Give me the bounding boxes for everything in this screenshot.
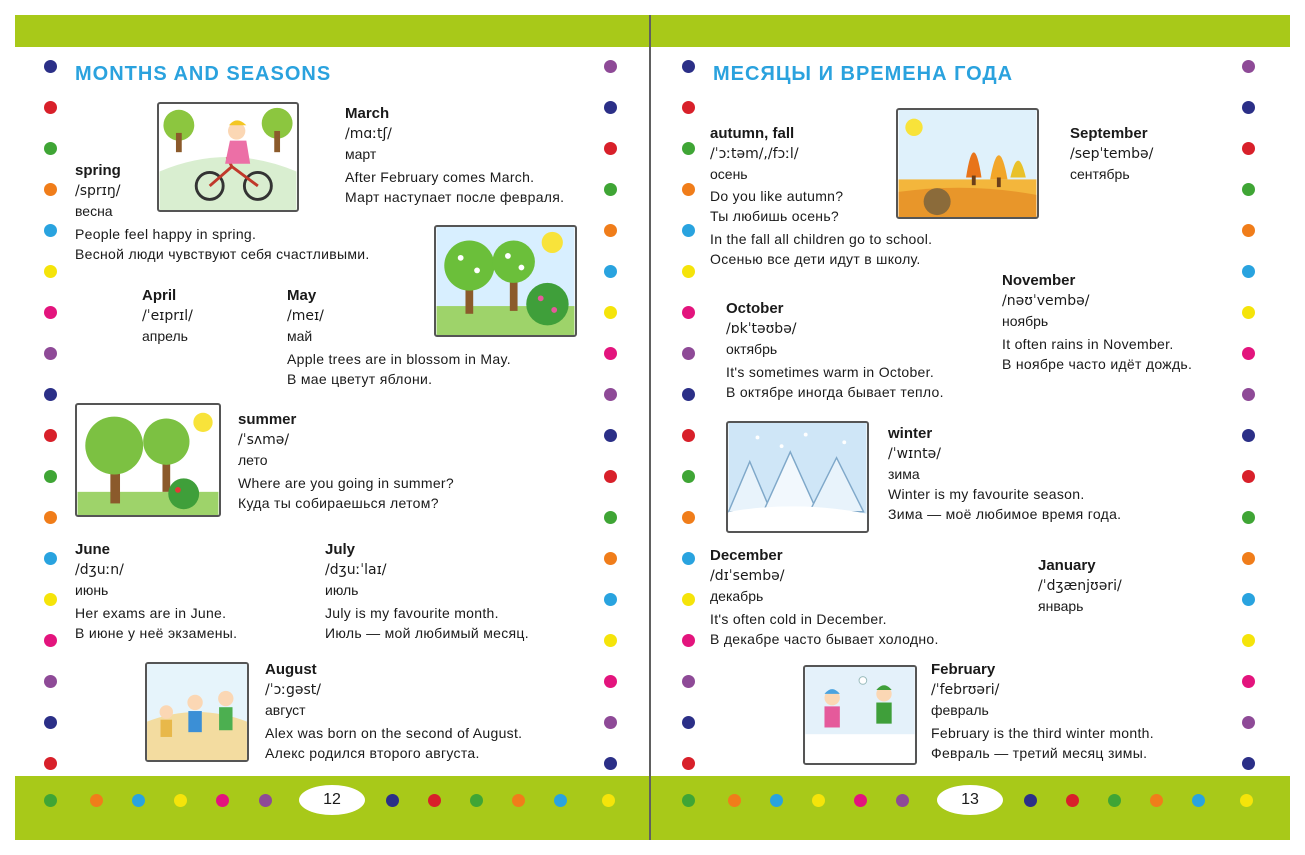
example-en: Do you like autumn? bbox=[710, 188, 844, 204]
example-en: Alex was born on the second of August. bbox=[265, 725, 523, 741]
summer-picture bbox=[75, 403, 221, 517]
decorative-dot bbox=[682, 265, 695, 278]
decorative-dot bbox=[44, 347, 57, 360]
transcription: /mɑːtʃ/ bbox=[345, 126, 392, 142]
translation: зима bbox=[888, 466, 920, 482]
word: May bbox=[287, 287, 317, 304]
decorative-dot bbox=[604, 265, 617, 278]
translation: март bbox=[345, 146, 377, 162]
decorative-dot bbox=[1192, 794, 1205, 807]
decorative-dot bbox=[1242, 224, 1255, 237]
example-ru: В мае цветут яблони. bbox=[287, 371, 433, 387]
translation: январь bbox=[1038, 598, 1084, 614]
example-en: After February comes March. bbox=[345, 169, 535, 185]
word: summer bbox=[238, 411, 297, 428]
word: July bbox=[325, 541, 356, 558]
word: August bbox=[265, 661, 317, 678]
example-ru: Алекс родился второго августа. bbox=[265, 745, 480, 761]
decorative-dot bbox=[44, 60, 57, 73]
entry-december bbox=[710, 546, 939, 649]
entry-november bbox=[1002, 271, 1192, 374]
decorative-dot bbox=[386, 794, 399, 807]
decorative-dot bbox=[216, 794, 229, 807]
decorative-dot bbox=[1242, 429, 1255, 442]
decorative-dot bbox=[1242, 470, 1255, 483]
decorative-dot bbox=[44, 429, 57, 442]
entry-february bbox=[931, 660, 1154, 763]
decorative-dot bbox=[1242, 265, 1255, 278]
word: September bbox=[1070, 125, 1148, 142]
decorative-dot bbox=[682, 142, 695, 155]
decorative-dot bbox=[682, 511, 695, 524]
example-ru: Зима — моё любимое время года. bbox=[888, 506, 1122, 522]
translation: осень bbox=[710, 166, 748, 182]
entry-winter bbox=[888, 424, 1121, 524]
entry-spring bbox=[75, 161, 370, 264]
translation: декабрь bbox=[710, 588, 764, 604]
top-band bbox=[15, 15, 650, 47]
decorative-dot bbox=[44, 511, 57, 524]
winter-picture bbox=[726, 421, 869, 533]
august-picture bbox=[145, 662, 249, 762]
decorative-dot bbox=[682, 60, 695, 73]
translation: февраль bbox=[931, 702, 989, 718]
decorative-dot bbox=[682, 634, 695, 647]
word: October bbox=[726, 300, 784, 317]
decorative-dot bbox=[604, 60, 617, 73]
decorative-dot bbox=[602, 794, 615, 807]
translation: весна bbox=[75, 203, 113, 219]
translation: сентябрь bbox=[1070, 166, 1130, 182]
decorative-dot bbox=[604, 429, 617, 442]
top-band bbox=[651, 15, 1290, 47]
example-en: Winter is my favourite season. bbox=[888, 486, 1085, 502]
decorative-dot bbox=[1242, 675, 1255, 688]
book-gutter bbox=[649, 15, 651, 840]
decorative-dot bbox=[44, 794, 57, 807]
decorative-dot bbox=[132, 794, 145, 807]
decorative-dot bbox=[1240, 794, 1253, 807]
entry-july bbox=[325, 540, 529, 643]
transcription: /ˈɔːtəm/,/fɔːl/ bbox=[710, 146, 799, 162]
decorative-dot bbox=[1242, 60, 1255, 73]
translation: май bbox=[287, 328, 313, 344]
entry-may bbox=[287, 286, 511, 389]
word: January bbox=[1038, 557, 1096, 574]
decorative-dot bbox=[174, 794, 187, 807]
transcription: /dʒuːn/ bbox=[75, 562, 124, 578]
transcription: /ˈfebrʊəri/ bbox=[931, 682, 1000, 698]
page-number-left: 12 bbox=[299, 785, 365, 815]
decorative-dot bbox=[428, 794, 441, 807]
decorative-dot bbox=[44, 593, 57, 606]
page-title: МЕСЯЦЫ И ВРЕМЕНА ГОДА bbox=[713, 63, 1014, 85]
transcription: /ˈwɪntə/ bbox=[888, 446, 941, 462]
decorative-dot bbox=[1242, 757, 1255, 770]
decorative-dot bbox=[682, 429, 695, 442]
decorative-dot bbox=[259, 794, 272, 807]
decorative-dot bbox=[1242, 347, 1255, 360]
transcription: /nəʊˈvembə/ bbox=[1002, 293, 1090, 309]
example-ru: Куда ты собираешься летом? bbox=[238, 495, 439, 511]
word: December bbox=[710, 547, 783, 564]
transcription: /ˈdʒænjʊəri/ bbox=[1038, 578, 1122, 594]
example-en: February is the third winter month. bbox=[931, 725, 1154, 741]
decorative-dot bbox=[1242, 716, 1255, 729]
example-en: People feel happy in spring. bbox=[75, 226, 257, 242]
transcription: /sprɪŋ/ bbox=[75, 183, 121, 199]
transcription: /ɒkˈtəʊbə/ bbox=[726, 321, 797, 337]
decorative-dot bbox=[1066, 794, 1079, 807]
decorative-dot bbox=[604, 470, 617, 483]
translation: август bbox=[265, 702, 306, 718]
decorative-dot bbox=[44, 675, 57, 688]
transcription: /dɪˈsembə/ bbox=[710, 568, 785, 584]
word: November bbox=[1002, 272, 1076, 289]
decorative-dot bbox=[682, 388, 695, 401]
decorative-dot bbox=[604, 511, 617, 524]
entry-october bbox=[726, 299, 944, 402]
decorative-dot bbox=[854, 794, 867, 807]
example2-ru: Осенью все дети идут в школу. bbox=[710, 251, 921, 267]
decorative-dot bbox=[604, 183, 617, 196]
transcription: /meɪ/ bbox=[287, 308, 324, 324]
entry-january bbox=[1038, 556, 1122, 616]
example-ru: В ноябре часто идёт дождь. bbox=[1002, 356, 1193, 372]
decorative-dot bbox=[604, 675, 617, 688]
decorative-dot bbox=[604, 347, 617, 360]
entry-august bbox=[265, 660, 522, 763]
example-en: Apple trees are in blossom in May. bbox=[287, 351, 511, 367]
example-ru: Весной люди чувствуют себя счастливыми. bbox=[75, 246, 370, 262]
decorative-dot bbox=[44, 142, 57, 155]
decorative-dot bbox=[1242, 634, 1255, 647]
decorative-dot bbox=[604, 716, 617, 729]
translation: июль bbox=[325, 582, 359, 598]
page-title: MONTHS AND SEASONS bbox=[75, 63, 332, 85]
translation: лето bbox=[238, 452, 268, 468]
example-en: July is my favourite month. bbox=[325, 605, 499, 621]
decorative-dot bbox=[44, 634, 57, 647]
decorative-dot bbox=[44, 183, 57, 196]
decorative-dot bbox=[44, 716, 57, 729]
decorative-dot bbox=[470, 794, 483, 807]
decorative-dot bbox=[682, 101, 695, 114]
decorative-dot bbox=[44, 757, 57, 770]
word: April bbox=[142, 287, 177, 304]
decorative-dot bbox=[604, 593, 617, 606]
decorative-dot bbox=[1150, 794, 1163, 807]
decorative-dot bbox=[770, 794, 783, 807]
decorative-dot bbox=[682, 183, 695, 196]
example-ru: Март наступает после февраля. bbox=[345, 189, 565, 205]
decorative-dot bbox=[512, 794, 525, 807]
autumn-picture bbox=[896, 108, 1039, 219]
example-ru: В июне у неё экзамены. bbox=[75, 625, 238, 641]
decorative-dot bbox=[682, 347, 695, 360]
word: winter bbox=[888, 425, 933, 442]
decorative-dot bbox=[604, 388, 617, 401]
example-en: It's sometimes warm in October. bbox=[726, 364, 935, 380]
transcription: /dʒuːˈlaɪ/ bbox=[325, 562, 387, 578]
entry-april bbox=[142, 286, 193, 346]
entry-june bbox=[75, 540, 237, 643]
decorative-dot bbox=[44, 101, 57, 114]
entry-march bbox=[345, 104, 564, 207]
decorative-dot bbox=[682, 593, 695, 606]
decorative-dot bbox=[44, 388, 57, 401]
decorative-dot bbox=[1242, 388, 1255, 401]
decorative-dot bbox=[1242, 142, 1255, 155]
decorative-dot bbox=[604, 634, 617, 647]
word: spring bbox=[75, 162, 121, 179]
word: March bbox=[345, 105, 390, 122]
decorative-dot bbox=[44, 470, 57, 483]
word: autumn, fall bbox=[710, 125, 795, 142]
decorative-dot bbox=[1242, 183, 1255, 196]
decorative-dot bbox=[604, 101, 617, 114]
translation: апрель bbox=[142, 328, 188, 344]
decorative-dot bbox=[812, 794, 825, 807]
word: February bbox=[931, 661, 996, 678]
transcription: /ˈɔːgəst/ bbox=[265, 682, 321, 698]
decorative-dot bbox=[44, 265, 57, 278]
decorative-dot bbox=[682, 306, 695, 319]
example2-en: In the fall all children go to school. bbox=[710, 231, 933, 247]
entry-september bbox=[1070, 124, 1153, 184]
decorative-dot bbox=[682, 470, 695, 483]
decorative-dot bbox=[1242, 306, 1255, 319]
decorative-dot bbox=[682, 757, 695, 770]
decorative-dot bbox=[44, 552, 57, 565]
decorative-dot bbox=[728, 794, 741, 807]
february-picture bbox=[803, 665, 917, 765]
decorative-dot bbox=[1024, 794, 1037, 807]
decorative-dot bbox=[90, 794, 103, 807]
decorative-dot bbox=[604, 142, 617, 155]
decorative-dot bbox=[554, 794, 567, 807]
decorative-dot bbox=[1108, 794, 1121, 807]
decorative-dot bbox=[604, 306, 617, 319]
example-en: Her exams are in June. bbox=[75, 605, 227, 621]
decorative-dot bbox=[1242, 552, 1255, 565]
decorative-dot bbox=[682, 794, 695, 807]
decorative-dot bbox=[896, 794, 909, 807]
transcription: /ˈeɪprɪl/ bbox=[142, 308, 193, 324]
decorative-dot bbox=[682, 552, 695, 565]
decorative-dot bbox=[1242, 511, 1255, 524]
translation: октябрь bbox=[726, 341, 778, 357]
decorative-dot bbox=[604, 552, 617, 565]
translation: ноябрь bbox=[1002, 313, 1049, 329]
example-ru: Июль — мой любимый месяц. bbox=[325, 625, 529, 641]
example-ru: В октябре иногда бывает тепло. bbox=[726, 384, 944, 400]
example-ru: Февраль — третий месяц зимы. bbox=[931, 745, 1148, 761]
decorative-dot bbox=[44, 224, 57, 237]
example-en: Where are you going in summer? bbox=[238, 475, 454, 491]
page-number-right: 13 bbox=[937, 785, 1003, 815]
transcription: /sepˈtembə/ bbox=[1070, 146, 1154, 162]
decorative-dot bbox=[682, 675, 695, 688]
decorative-dot bbox=[682, 224, 695, 237]
decorative-dot bbox=[682, 716, 695, 729]
example-ru: Ты любишь осень? bbox=[710, 208, 839, 224]
example-en: It's often cold in December. bbox=[710, 611, 887, 627]
transcription: /ˈsʌmə/ bbox=[238, 432, 290, 448]
translation: июнь bbox=[75, 582, 109, 598]
decorative-dot bbox=[604, 757, 617, 770]
decorative-dot bbox=[44, 306, 57, 319]
entry-summer bbox=[238, 410, 454, 513]
word: June bbox=[75, 541, 111, 558]
decorative-dot bbox=[1242, 593, 1255, 606]
example-en: It often rains in November. bbox=[1002, 336, 1174, 352]
decorative-dot bbox=[604, 224, 617, 237]
decorative-dot bbox=[1242, 101, 1255, 114]
example-ru: В декабре часто бывает холодно. bbox=[710, 631, 939, 647]
